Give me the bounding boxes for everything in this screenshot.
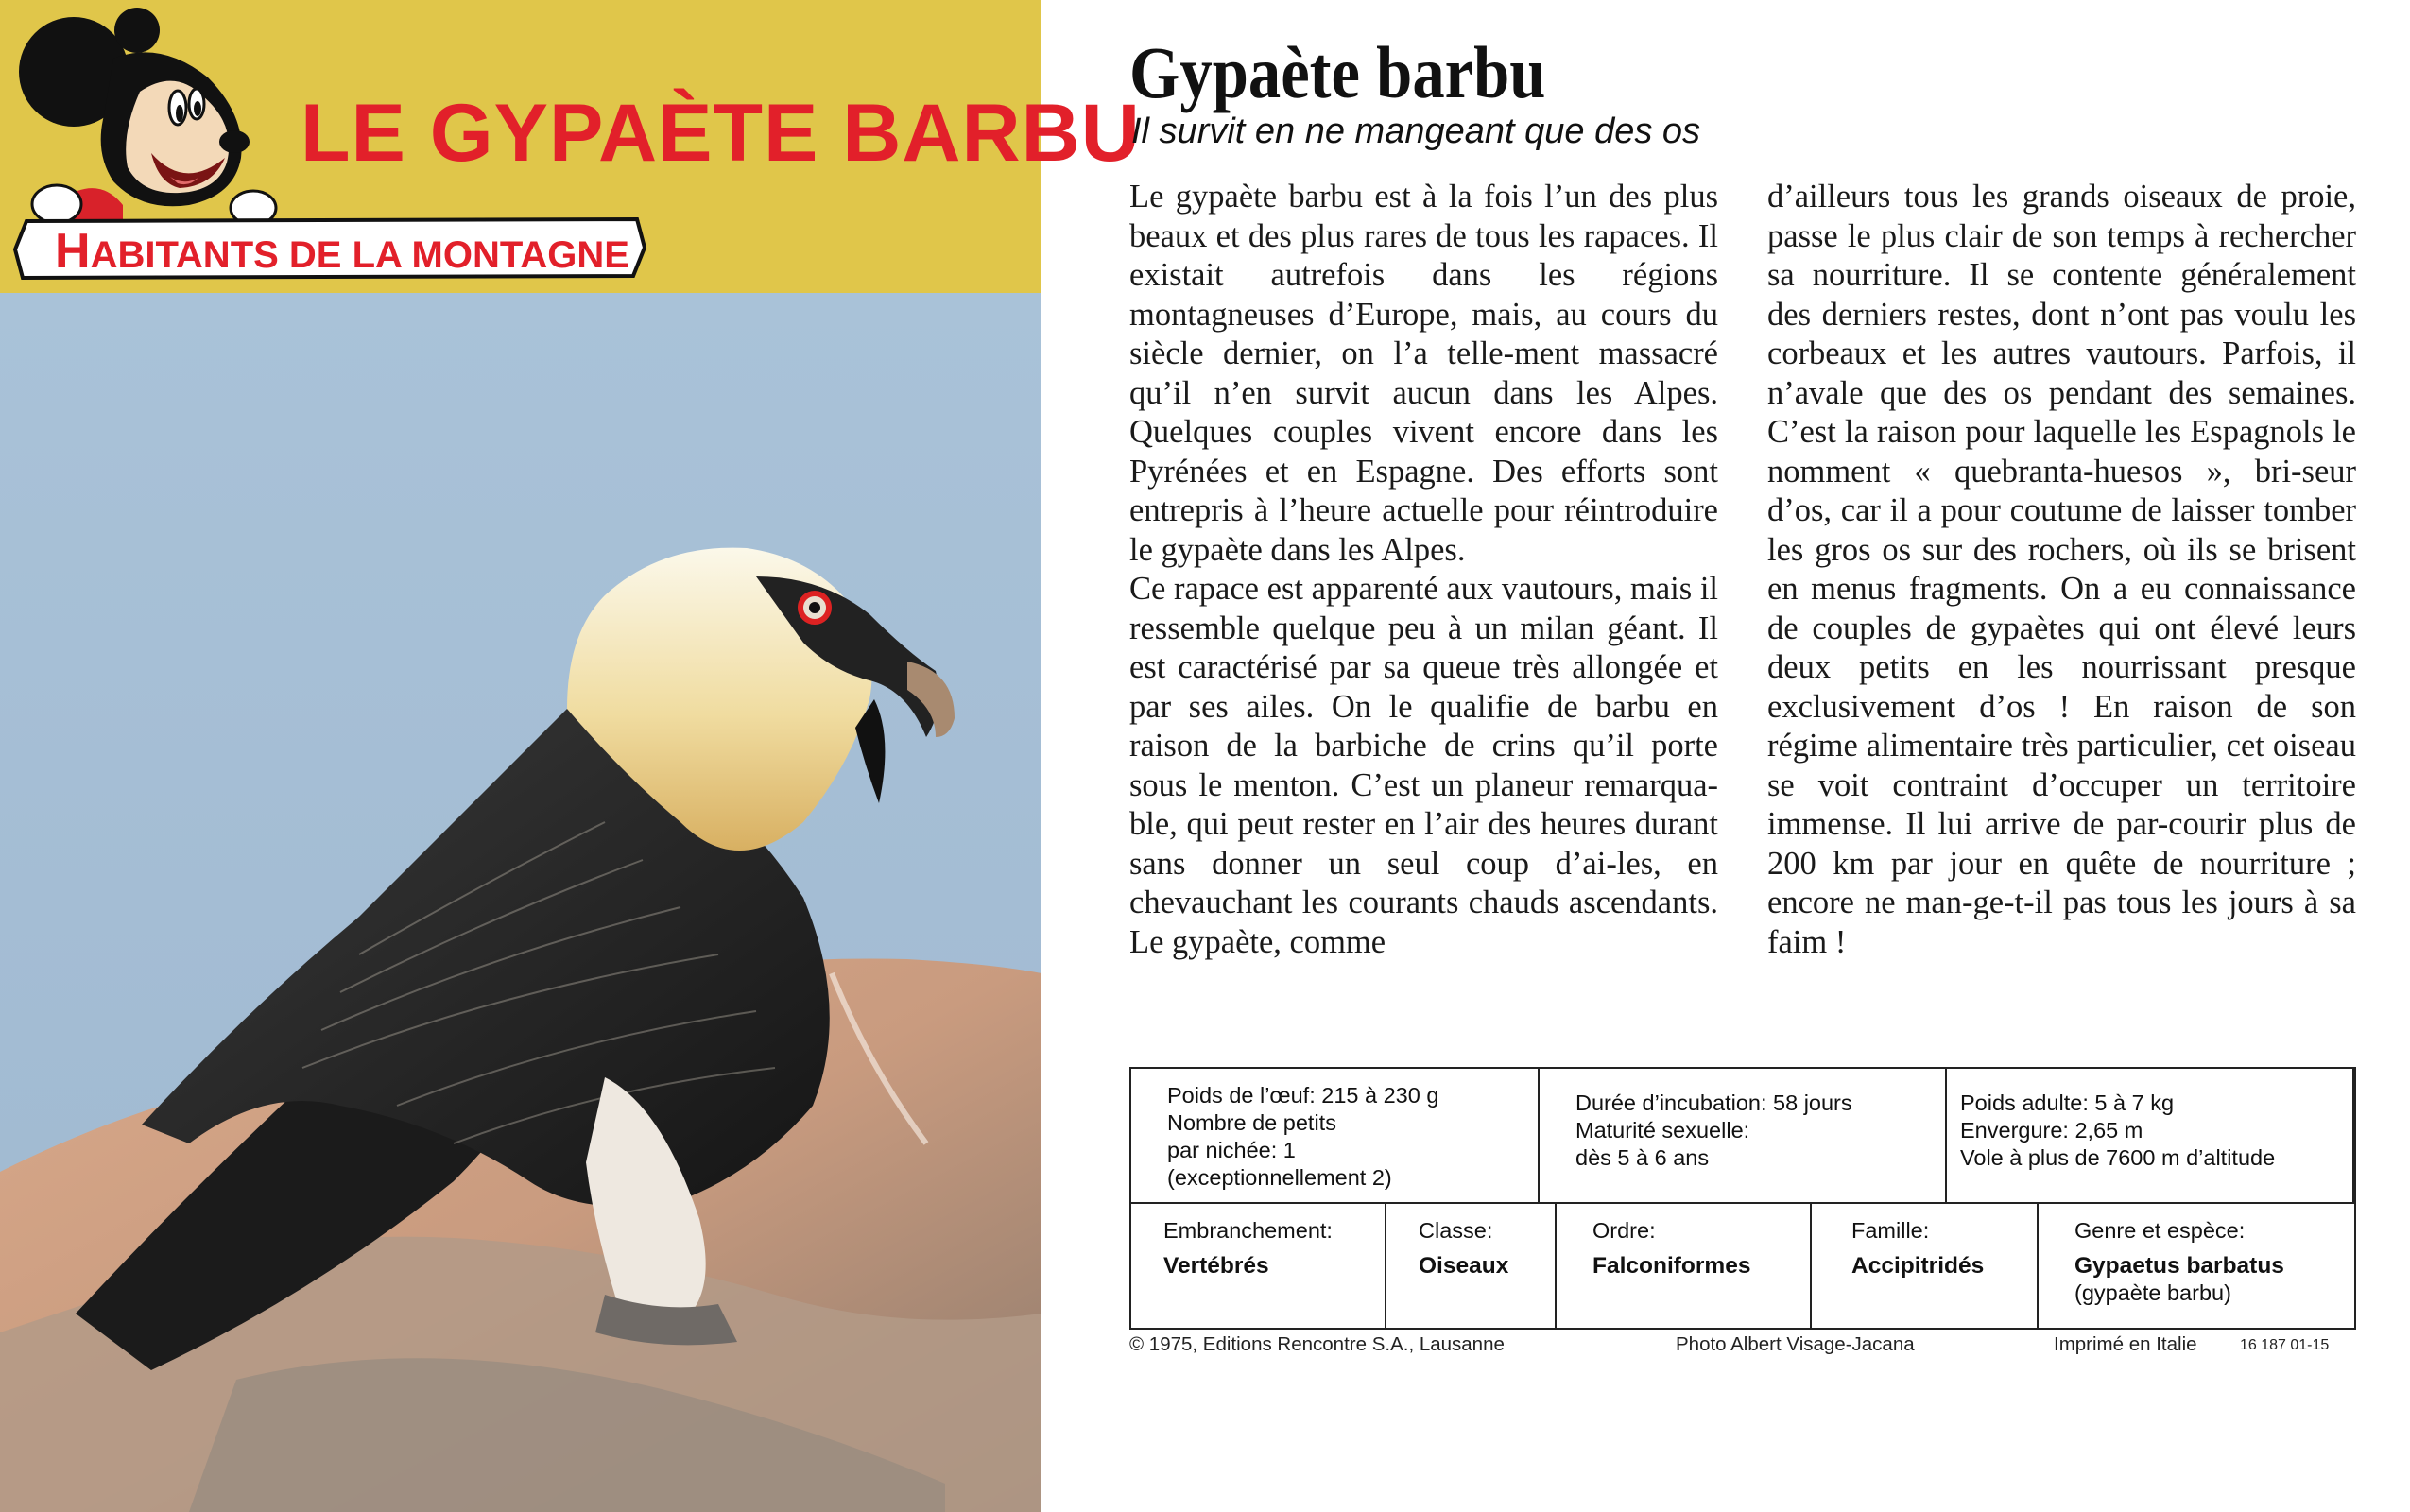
text-column-1 bbox=[1129, 178, 1718, 962]
taxonomy-famille bbox=[1812, 1204, 2039, 1328]
taxonomy-label: Genre et espèce: bbox=[2074, 1218, 2246, 1243]
fact-line: dès 5 à 6 ans bbox=[1575, 1145, 1710, 1170]
fact-line: Poids adulte: 5 à 7 kg bbox=[1960, 1091, 2175, 1115]
paragraph-1: Le gypaète barbu est à la fois l’un des plus beaux et des plus rares de tous les rapaces. Il existait autrefois dans les régions montagneuses d’Europe, mais, au cours du siècle dernier, on l’a telle-ment massacré qu’il n’en survit aucun dans les Alpes. Quelques couples vivent encore dans les Pyrénées et en Espagne. Des efforts sont entrepris à l’heure actuelle pour réintroduire le gypaète dans les Alpes. bbox=[1129, 179, 1718, 568]
fact-line: par nichée: 1 bbox=[1167, 1138, 1296, 1162]
front-panel bbox=[0, 0, 1141, 1512]
fact-line: Envergure: 2,65 m bbox=[1960, 1118, 2143, 1143]
taxonomy-genre bbox=[2039, 1204, 2354, 1328]
vulture-illustration bbox=[0, 293, 1041, 1512]
paragraph-3: d’ailleurs tous les grands oiseaux de proie, passe le plus clair de son temps à rechercher sa nourriture. Il se contente généralement des derniers restes, dont n’ont pas voulu les corbeaux et les autres vautours. Parfois, il n’avale que des os pendant des semaines. C’est la raison pour laquelle les Espagnols le nomment « quebranta-huesos », bri-seur d’os, car il a pour coutume de laisser tomber les gros os sur des rochers, où ils se brisent en menus fragments. On a eu connaissance de couples de gypaètes qui ont élevé leurs deux petits en les nourrissant presque exclusivement d’os ! En raison de son régime alimentaire très particulier, cet oiseau se voit contraint d’occuper un territoire immense. Il lui arrive de par-courir plus de 200 km par jour en quête de nourriture ; encore ne man-ge-t-il pas tous les jours à sa faim ! bbox=[1767, 179, 2356, 960]
taxonomy-value: Vertébrés bbox=[1163, 1253, 1269, 1279]
taxonomy-label: Famille: bbox=[1851, 1218, 1930, 1243]
taxonomy-ordre bbox=[1557, 1204, 1812, 1328]
facts-incubation bbox=[1540, 1069, 1947, 1204]
taxonomy-classe bbox=[1386, 1204, 1557, 1328]
taxonomy-label: Ordre: bbox=[1592, 1218, 1656, 1243]
footer-printed: Imprimé en Italie bbox=[2054, 1333, 2197, 1355]
bearded-vulture-photo bbox=[0, 293, 1041, 1512]
facts-egg bbox=[1131, 1069, 1540, 1204]
footer-photo-credit: Photo Albert Visage-Jacana bbox=[1676, 1333, 1915, 1355]
taxonomy-embranchement bbox=[1131, 1204, 1386, 1328]
category-initial: H bbox=[55, 224, 91, 279]
category-label bbox=[55, 223, 629, 280]
fact-line: Maturité sexuelle: bbox=[1575, 1118, 1750, 1143]
fact-line: Vole à plus de 7600 m d’altitude bbox=[1960, 1145, 2276, 1170]
card-front-title: LE GYPAÈTE BARBU bbox=[301, 88, 1141, 179]
taxonomy-value: Gypaetus barbatus bbox=[2074, 1253, 2284, 1279]
fact-line: Nombre de petits bbox=[1167, 1110, 1336, 1135]
taxonomy-label: Embranchement: bbox=[1163, 1218, 1333, 1243]
footer-code: 16 187 01-15 bbox=[2240, 1337, 2330, 1353]
taxonomy-label: Classe: bbox=[1419, 1218, 1493, 1243]
footer bbox=[1129, 1333, 2356, 1362]
fact-line: Durée d’incubation: 58 jours bbox=[1575, 1091, 1852, 1115]
card-subtitle: Il survit en ne mangeant que des os bbox=[1131, 112, 1701, 151]
taxonomy-value: Accipitridés bbox=[1851, 1253, 1985, 1279]
category-rest: ABITANTS DE LA MONTAGNE bbox=[90, 234, 629, 276]
paragraph-2: Ce rapace est apparenté aux vautours, mais il ressemble quelque peu à un milan géant. Il est caractérisé par sa queue très allongée et par ses ailes. On le qualifie de barbu en raison de la barbiche de crins qu’il porte sous le menton. C’est un planeur remarqua-ble, qui peut rester en l’air des heures durant sans donner un seul coup d’ai-les, en chevauchant les courants chauds ascendants. Le gypaète, comme bbox=[1129, 571, 1718, 960]
facts-table bbox=[1129, 1067, 2356, 1330]
taxonomy-value: Falconiformes bbox=[1592, 1253, 1751, 1279]
fact-line: Poids de l’œuf: 215 à 230 g bbox=[1167, 1083, 1439, 1108]
footer-copyright: © 1975, Editions Rencontre S.A., Lausanne bbox=[1129, 1333, 1505, 1355]
card-title: Gypaète barbu bbox=[1129, 31, 1546, 113]
fact-line: (exceptionnellement 2) bbox=[1167, 1165, 1392, 1190]
taxonomy-value: Oiseaux bbox=[1419, 1253, 1509, 1279]
text-column-2 bbox=[1767, 178, 2356, 962]
mickey-mouse-mascot bbox=[9, 2, 274, 238]
facts-adult bbox=[1947, 1069, 2354, 1204]
taxonomy-common-name: (gypaète barbu) bbox=[2074, 1280, 2231, 1305]
